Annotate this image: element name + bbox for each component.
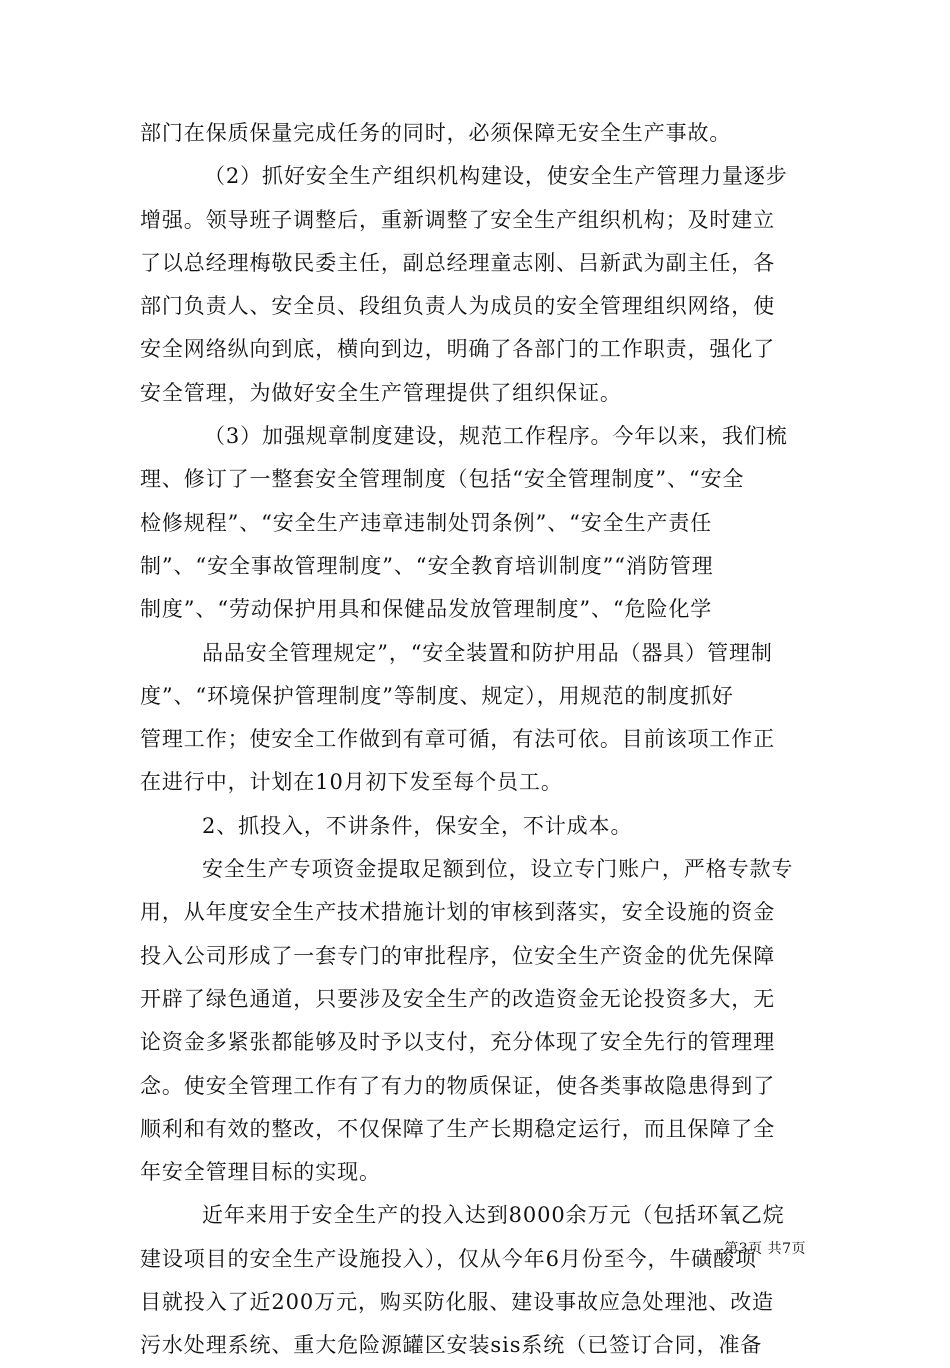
text-line: 近年来用于安全生产的投入达到8000余万元（包括环氧乙烷 [202,1203,785,1228]
text-line: 理、修订了一整套安全管理制度（包括“安全管理制度”、“安全 [140,467,745,492]
text-line: 增强。领导班子调整后，重新调整了安全生产组织机构；及时建立 [140,207,776,232]
text-line: 管理工作；使安全工作做到有章可循，有法可依。目前该项工作正 [140,727,776,752]
text-line: 用，从年度安全生产技术措施计划的审核到落实，安全设施的资金 [140,900,776,925]
text-line: 部门负责人、安全员、段组负责人为成员的安全管理组织网络，使 [140,294,776,319]
text-line: 安全管理，为做好安全生产管理提供了组织保证。 [140,380,622,405]
text-line: 建设项目的安全生产设施投入），仅从今年6月份至今，牛磺酸项 [140,1246,757,1271]
text-line: 度”、“环境保护管理制度”等制度、规定），用规范的制度抓好 [140,683,734,708]
text-line: 安全生产专项资金提取足额到位，设立专门账户，严格专款专 [202,857,794,882]
text-line: 部门在保质保量完成任务的同时，必须保障无安全生产事故。 [140,121,732,145]
text-line: 投入公司形成了一套专门的审批程序，位安全生产资金的优先保障 [140,943,776,968]
text-line: 念。使安全管理工作有了有力的物质保证，使各类事故隐患得到了 [140,1073,776,1098]
text-line: 制度”、“劳动保护用具和保健品发放管理制度”、“危险化学 [140,597,713,622]
text-line: 论资金多紧张都能够及时予以支付，充分体现了安全先行的管理理 [140,1030,776,1055]
text-line: 开辟了绿色通道，只要涉及安全生产的改造资金无论投资多大，无 [140,986,776,1011]
text-line: 了以总经理梅敬民委主任，副总经理童志刚、吕新武为副主任，各 [140,250,776,275]
page-number: 第3页 共7页 [724,1241,806,1257]
text-line: 品品安全管理规定”，“安全装置和防护用品（器具）管理制 [202,640,773,665]
text-line: 污水处理系统、重大危险源罐区安装sis系统（已签订合同，准备 [140,1333,763,1358]
text-line: 目就投入了近200万元，购买防化服、建设事故应急处理池、改造 [140,1290,775,1315]
text-line: （3）加强规章制度建设，规范工作程序。今年以来，我们梳 [204,424,788,449]
text-line: 顺利和有效的整改，不仅保障了生产长期稳定运行，而且保障了全 [140,1116,776,1141]
text-line: 2、抓投入，不讲条件，保安全，不计成本。 [202,813,633,838]
text-line: 年安全管理目标的实现。 [140,1160,381,1185]
text-line: 在进行中，计划在10月初下发至每个员工。 [140,770,563,795]
body-text [140,112,810,1368]
text-line: 安全网络纵向到底，横向到边，明确了各部门的工作职责，强化了 [140,337,776,362]
text-line: （2）抓好安全生产组织机构建设，使安全生产管理力量逐步 [204,164,788,189]
text-line: 制”、“安全事故管理制度”、“安全教育培训制度”“消防管理 [140,553,714,578]
text-line: 检修规程”、“安全生产违章违制处罚条例”、“安全生产责任 [140,510,713,535]
